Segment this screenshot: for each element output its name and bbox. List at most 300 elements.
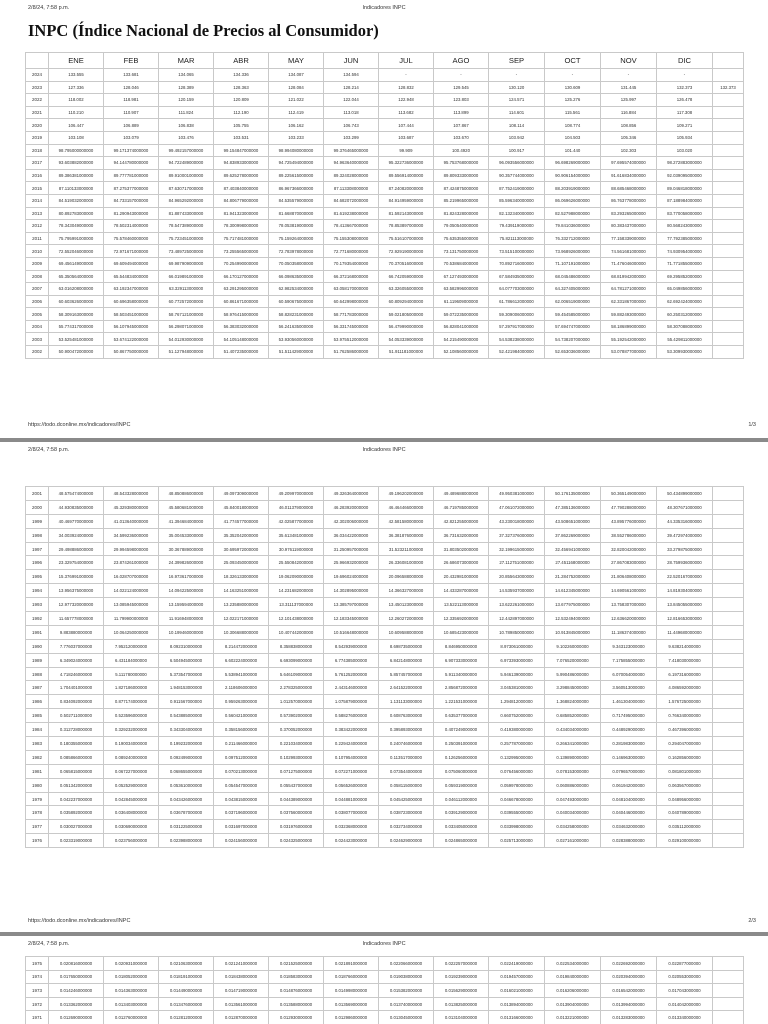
- value-cell: 75.717481000000: [214, 232, 269, 245]
- extra-cell: [713, 681, 744, 695]
- value-cell: 84.914959000000: [379, 194, 434, 207]
- year-cell: 1976: [26, 834, 49, 848]
- value-cell: 13.677975000000: [545, 598, 601, 612]
- value-cell: 111.824: [159, 106, 214, 119]
- value-cell: 37.327376000000: [489, 528, 545, 542]
- table-row: [26, 709, 744, 723]
- table-row: [26, 119, 744, 132]
- value-cell: 87.188984000000: [657, 194, 713, 207]
- value-cell: 53.525481000000: [49, 333, 104, 346]
- extra-cell: [713, 806, 744, 820]
- value-cell: 67.127493000000: [434, 270, 489, 283]
- value-cell: 27.112751000000: [489, 556, 545, 570]
- value-cell: 0.250391000000: [434, 737, 489, 751]
- value-cell: 103.476: [159, 131, 214, 144]
- value-cell: 8.846950000000: [434, 639, 489, 653]
- value-cell: 93.603882000000: [49, 157, 104, 170]
- extra-cell: [713, 207, 744, 220]
- value-cell: 0.079657000000: [601, 764, 657, 778]
- value-cell: 0.036787000000: [159, 806, 214, 820]
- value-cell: 0.042237000000: [49, 792, 104, 806]
- value-cell: 130.120: [489, 81, 545, 94]
- value-cell: 20.096588000000: [379, 570, 434, 584]
- table-row: [26, 750, 744, 764]
- value-cell: 89.556914000000: [379, 169, 434, 182]
- value-cell: 73.515100000000: [489, 245, 545, 258]
- value-cell: 12.022171000000: [214, 612, 269, 626]
- value-cell: 47.061072000000: [489, 500, 545, 514]
- extra-cell: [713, 487, 744, 501]
- value-cell: 0.635377000000: [434, 709, 489, 723]
- value-cell: 0.240746000000: [379, 737, 434, 751]
- value-cell: 1.368824000000: [545, 695, 601, 709]
- value-cell: 52.421984000000: [489, 346, 545, 359]
- value-cell: 99.909: [379, 144, 434, 157]
- value-cell: 35.004533000000: [159, 528, 214, 542]
- value-cell: 0.023319000000: [49, 834, 104, 848]
- value-cell: 2.278325000000: [269, 681, 324, 695]
- value-cell: 60.861671000000: [214, 295, 269, 308]
- year-cell: 1974: [26, 970, 49, 984]
- value-cell: 56.331745000000: [324, 320, 379, 333]
- value-cell: 54.053339000000: [379, 333, 434, 346]
- value-cell: 14.366327000000: [379, 584, 434, 598]
- print-timestamp: 2/8/24, 7:58 p.m.: [28, 5, 70, 11]
- value-cell: 103.233: [269, 131, 324, 144]
- value-cell: 10.407442000000: [269, 625, 324, 639]
- value-cell: 47.385136000000: [545, 500, 601, 514]
- value-cell: 0.013476000000: [159, 997, 214, 1011]
- extra-cell: [713, 220, 744, 233]
- extra-cell: [713, 764, 744, 778]
- value-cell: 0.132995000000: [489, 750, 545, 764]
- value-cell: 98.272883000000: [657, 157, 713, 170]
- value-cell: 21.806408000000: [601, 570, 657, 584]
- value-cell: 0.030690000000: [104, 820, 159, 834]
- value-cell: 13.235880000000: [214, 598, 269, 612]
- value-cell: 69.456149000000: [49, 257, 104, 270]
- value-cell: 0.022257000000: [434, 957, 489, 971]
- value-cell: 64.077703000000: [489, 283, 545, 296]
- value-cell: 51.762586000000: [324, 346, 379, 359]
- value-cell: 0.013045000000: [379, 1011, 434, 1024]
- value-cell: 105.934: [657, 131, 713, 144]
- table-row: [26, 556, 744, 570]
- value-cell: 12.101438000000: [269, 612, 324, 626]
- year-cell: 1994: [26, 584, 49, 598]
- value-cell: 104.503: [545, 131, 601, 144]
- value-cell: 67.584935000000: [489, 270, 545, 283]
- year-cell: 1978: [26, 806, 49, 820]
- value-cell: 63.192347000000: [104, 283, 159, 296]
- value-cell: 72.771680000000: [324, 245, 379, 258]
- value-cell: 130.609: [545, 81, 601, 94]
- value-cell: 42.025877000000: [269, 514, 324, 528]
- value-cell: 78.413667000000: [324, 220, 379, 233]
- value-cell: 90.906154000000: [545, 169, 601, 182]
- value-cell: 113.682: [379, 106, 434, 119]
- year-cell: 1975: [26, 957, 49, 971]
- value-cell: 37.862269000000: [545, 528, 601, 542]
- value-cell: 63.016208000000: [49, 283, 104, 296]
- value-cell: 128.363: [214, 81, 269, 94]
- value-cell: 96.093556000000: [489, 157, 545, 170]
- value-cell: 43.508651000000: [545, 514, 601, 528]
- year-cell: 2002: [26, 346, 49, 359]
- table-row: [26, 106, 744, 119]
- extra-cell: [713, 182, 744, 195]
- print-page-title: Indicadores INPC: [362, 941, 406, 947]
- value-cell: 9.102260000000: [545, 639, 601, 653]
- value-cell: 109.271: [657, 119, 713, 132]
- value-cell: 0.013403000000: [104, 997, 159, 1011]
- value-cell: 100.917: [489, 144, 545, 157]
- value-cell: 60.642998000000: [324, 295, 379, 308]
- table-row: [26, 957, 744, 971]
- value-cell: 62.331867000000: [601, 295, 657, 308]
- value-cell: 5.990486000000: [545, 667, 601, 681]
- value-cell: 54.105148000000: [214, 333, 269, 346]
- extra-cell: [713, 346, 744, 359]
- value-cell: 105.346: [601, 131, 657, 144]
- value-cell: 62.692424000000: [657, 295, 713, 308]
- value-cell: 63.058170000000: [324, 283, 379, 296]
- value-cell: 58.186899000000: [601, 320, 657, 333]
- value-cell: 0.097512000000: [214, 750, 269, 764]
- value-cell: 97.695574000000: [601, 157, 657, 170]
- value-cell: 1.704401000000: [49, 681, 104, 695]
- value-cell: 0.016021000000: [489, 984, 545, 998]
- value-cell: 0.020553000000: [657, 970, 713, 984]
- value-cell: 0.013588000000: [269, 997, 324, 1011]
- value-cell: 6.693099000000: [269, 653, 324, 667]
- value-cell: 78.300998000000: [214, 220, 269, 233]
- value-cell: 94.838933000000: [214, 157, 269, 170]
- value-cell: 0.014042000000: [657, 997, 713, 1011]
- value-cell: 13.845055000000: [657, 598, 713, 612]
- value-cell: 12.442897000000: [489, 612, 545, 626]
- value-cell: 25.550842000000: [269, 556, 324, 570]
- table-row: [26, 667, 744, 681]
- value-cell: 34.003924000000: [49, 528, 104, 542]
- value-cell: 88.203919000000: [545, 182, 601, 195]
- value-cell: 107.444: [379, 119, 434, 132]
- value-cell: 0.013561000000: [214, 997, 269, 1011]
- value-cell: 0.022419000000: [489, 957, 545, 971]
- value-cell: 120.809: [214, 94, 269, 107]
- value-cell: 14.231682000000: [269, 584, 324, 598]
- value-cell: 0.031225000000: [159, 820, 214, 834]
- value-cell: 14.535937000000: [489, 584, 545, 598]
- value-cell: 106.838: [159, 119, 214, 132]
- value-cell: 0.717495000000: [601, 709, 657, 723]
- value-cell: 84.965292000000: [159, 194, 214, 207]
- value-cell: 0.959263000000: [214, 695, 269, 709]
- table-row: [26, 681, 744, 695]
- value-cell: 0.035892000000: [49, 806, 104, 820]
- value-cell: 43.230018000000: [489, 514, 545, 528]
- value-cell: 91.616834000000: [601, 169, 657, 182]
- extra-cell: [713, 320, 744, 333]
- table-row: [26, 232, 744, 245]
- extra-cell: [713, 737, 744, 751]
- table-row: [26, 792, 744, 806]
- value-cell: 94.722489000000: [159, 157, 214, 170]
- value-cell: 12.183345000000: [324, 612, 379, 626]
- value-cell: 118.002: [49, 94, 104, 107]
- value-cell: 0.035112000000: [657, 820, 713, 834]
- value-cell: 49.209970000000: [269, 487, 324, 501]
- value-cell: 69.609494000000: [104, 257, 159, 270]
- value-cell: 49.326364000000: [324, 487, 379, 501]
- extra-cell: [713, 709, 744, 723]
- extra-cell: [713, 639, 744, 653]
- value-cell: 8.973061000000: [489, 639, 545, 653]
- value-cell: 0.075060000000: [434, 764, 489, 778]
- value-cell: 59.882493000000: [601, 308, 657, 321]
- value-cell: 50.434899000000: [657, 487, 713, 501]
- value-cell: 0.040789000000: [657, 806, 713, 820]
- value-cell: 5.538941000000: [214, 667, 269, 681]
- value-cell: 87.113308000000: [324, 182, 379, 195]
- value-cell: 57.297917000000: [489, 320, 545, 333]
- value-cell: 11.657778000000: [49, 612, 104, 626]
- value-cell: 114.601: [489, 106, 545, 119]
- value-cell: 59.072235000000: [434, 308, 489, 321]
- value-cell: 58.828231000000: [269, 308, 324, 321]
- value-cell: 6.842148000000: [379, 653, 434, 667]
- year-cell: 2005: [26, 308, 49, 321]
- value-cell: 83.770058000000: [657, 207, 713, 220]
- value-cell: 50.900472000000: [49, 346, 104, 359]
- value-cell: 1.075879000000: [324, 695, 379, 709]
- value-cell: 0.040034000000: [545, 806, 601, 820]
- extra-cell: [713, 723, 744, 737]
- value-cell: 0.014246000000: [49, 984, 104, 998]
- value-cell: 66.098635000000: [269, 270, 324, 283]
- extra-cell: [713, 69, 744, 82]
- year-cell: 2024: [26, 69, 49, 82]
- value-cell: 105.755: [214, 119, 269, 132]
- month-header: OCT: [545, 53, 601, 69]
- extra-cell: [713, 957, 744, 971]
- value-cell: 0.044881000000: [324, 792, 379, 806]
- year-cell: 2015: [26, 182, 49, 195]
- value-cell: 0.020816000000: [49, 957, 104, 971]
- page-header: [0, 442, 768, 454]
- value-cell: 127.336: [49, 81, 104, 94]
- value-cell: 0.053610000000: [159, 778, 214, 792]
- value-cell: 65.544834000000: [104, 270, 159, 283]
- inpc-table-2: [25, 486, 744, 848]
- value-cell: 7.952120000000: [104, 639, 159, 653]
- value-cell: 0.073544000000: [379, 764, 434, 778]
- value-cell: 0.573902000000: [269, 709, 324, 723]
- extra-cell: [713, 131, 744, 144]
- value-cell: 80.568243000000: [657, 220, 713, 233]
- year-cell: 1998: [26, 528, 49, 542]
- page-header: [0, 0, 768, 12]
- value-cell: 0.312728000000: [49, 723, 104, 737]
- value-cell: 46.283920000000: [324, 500, 379, 514]
- value-cell: 29.498886000000: [49, 542, 104, 556]
- year-cell: 2008: [26, 270, 49, 283]
- value-cell: 0.070213000000: [214, 764, 269, 778]
- table-row: [26, 169, 744, 182]
- value-cell: 1.012570000000: [269, 695, 324, 709]
- value-cell: 134.087: [269, 69, 324, 82]
- value-cell: 56.828041000000: [434, 320, 489, 333]
- value-cell: 7.776037000000: [49, 639, 104, 653]
- value-cell: 0.560421000000: [214, 709, 269, 723]
- table-row: [26, 308, 744, 321]
- value-cell: 60.590675000000: [269, 295, 324, 308]
- value-cell: 59.309006000000: [489, 308, 545, 321]
- table-row: [26, 820, 744, 834]
- value-cell: 16.973617000000: [159, 570, 214, 584]
- value-cell: 43.895776000000: [601, 514, 657, 528]
- extra-cell: [713, 695, 744, 709]
- value-cell: 0.448929000000: [601, 723, 657, 737]
- value-cell: 6.070054000000: [601, 667, 657, 681]
- value-cell: 0.021063000000: [159, 957, 214, 971]
- value-cell: 36.034422000000: [324, 528, 379, 542]
- value-cell: 0.025713000000: [489, 834, 545, 848]
- value-cell: 41.774577000000: [214, 514, 269, 528]
- value-cell: 87.630717000000: [159, 182, 214, 195]
- table-row: [26, 157, 744, 170]
- value-cell: 0.034258000000: [545, 820, 601, 834]
- value-cell: 13.311137000000: [269, 598, 324, 612]
- value-cell: 0.107954000000: [324, 750, 379, 764]
- value-cell: 75.635355000000: [434, 232, 489, 245]
- year-cell: 1991: [26, 625, 49, 639]
- table-row: [26, 778, 744, 792]
- year-cell: 2001: [26, 487, 49, 501]
- value-cell: 71.476046000000: [601, 257, 657, 270]
- value-cell: 63.326055000000: [379, 283, 434, 296]
- value-cell: 0.018052000000: [104, 970, 159, 984]
- value-cell: 106.743: [324, 119, 379, 132]
- value-cell: 53.309930000000: [657, 346, 713, 359]
- value-cell: 103.942: [489, 131, 545, 144]
- value-cell: 0.016206000000: [545, 984, 601, 998]
- value-cell: 84.682072000000: [324, 194, 379, 207]
- value-cell: 63.291295000000: [214, 283, 269, 296]
- value-cell: 0.021891000000: [324, 957, 379, 971]
- value-cell: 13.522113000000: [434, 598, 489, 612]
- value-cell: 128.832: [379, 81, 434, 94]
- year-cell: 2017: [26, 157, 49, 170]
- value-cell: 14.302895000000: [324, 584, 379, 598]
- value-cell: 20.432981000000: [434, 570, 489, 584]
- value-cell: 0.028388000000: [601, 834, 657, 848]
- extra-cell: [713, 528, 744, 542]
- value-cell: 46.011379000000: [269, 500, 324, 514]
- value-cell: 0.266341000000: [545, 737, 601, 751]
- value-cell: 99.376465000000: [324, 144, 379, 157]
- year-cell: 1987: [26, 681, 49, 695]
- value-cell: 81.619238000000: [324, 207, 379, 220]
- value-cell: 106.889: [104, 119, 159, 132]
- value-cell: 8.092310000000: [159, 639, 214, 653]
- value-cell: 69.295852000000: [657, 270, 713, 283]
- value-cell: 77.792385000000: [657, 232, 713, 245]
- table-row: [26, 514, 744, 528]
- value-cell: 68.045486000000: [545, 270, 601, 283]
- table-row: [26, 1011, 744, 1024]
- value-cell: 12.335692000000: [434, 612, 489, 626]
- extra-cell: [713, 169, 744, 182]
- value-cell: 10.199460000000: [159, 625, 214, 639]
- value-cell: 4.086592000000: [657, 681, 713, 695]
- value-cell: 58.307088000000: [657, 320, 713, 333]
- value-cell: 54.215490000000: [434, 333, 489, 346]
- value-cell: 69.987909000000: [159, 257, 214, 270]
- value-cell: 89.386381000000: [49, 169, 104, 182]
- value-cell: 62.982534000000: [269, 283, 324, 296]
- value-cell: 58.309163000000: [49, 308, 104, 321]
- year-cell: 1977: [26, 820, 49, 834]
- table-row: [26, 194, 744, 207]
- value-cell: 22.520167000000: [657, 570, 713, 584]
- table-row: [26, 283, 744, 296]
- value-cell: 89.625278000000: [214, 169, 269, 182]
- value-cell: 0.013569000000: [324, 997, 379, 1011]
- value-cell: 72.929190000000: [379, 245, 434, 258]
- value-cell: 0.294047000000: [657, 737, 713, 751]
- year-cell: 2011: [26, 232, 49, 245]
- value-cell: 108.114: [489, 119, 545, 132]
- value-cell: 0.013362000000: [49, 997, 104, 1011]
- value-cell: 113.899: [434, 106, 489, 119]
- year-cell: 1984: [26, 723, 49, 737]
- table-row: [26, 245, 744, 258]
- value-cell: 53.078877000000: [601, 346, 657, 359]
- value-cell: 70.179354000000: [324, 257, 379, 270]
- value-cell: 54.738207000000: [545, 333, 601, 346]
- value-cell: 35.613481000000: [269, 528, 324, 542]
- value-cell: 99.171374000000: [104, 144, 159, 157]
- value-cell: 0.019457000000: [489, 970, 545, 984]
- value-cell: 1.948153000000: [159, 681, 214, 695]
- value-cell: 5.761252000000: [324, 667, 379, 681]
- value-cell: 5.911340000000: [434, 667, 489, 681]
- extra-cell: [713, 542, 744, 556]
- value-cell: 0.013894000000: [489, 997, 545, 1011]
- value-cell: 0.016542000000: [601, 984, 657, 998]
- table-row: [26, 320, 744, 333]
- value-cell: 81.290943000000: [104, 207, 159, 220]
- value-cell: 0.024325000000: [269, 834, 324, 848]
- value-cell: 13.956375000000: [49, 584, 104, 598]
- value-cell: 0.033405000000: [434, 820, 489, 834]
- value-cell: 0.034632000000: [601, 820, 657, 834]
- value-cell: 0.211466000000: [214, 737, 269, 751]
- print-page-title: Indicadores INPC: [362, 447, 406, 453]
- value-cell: 125.997: [601, 94, 657, 107]
- extra-cell: [713, 119, 744, 132]
- value-cell: 49.097309000000: [214, 487, 269, 501]
- value-cell: 53.930560000000: [269, 333, 324, 346]
- value-cell: 95.322736000000: [379, 157, 434, 170]
- value-cell: 50.365149000000: [601, 487, 657, 501]
- page-number: 1/3: [748, 422, 756, 428]
- value-cell: 45.329380000000: [104, 500, 159, 514]
- extra-cell: [713, 792, 744, 806]
- value-cell: 31.523211000000: [379, 542, 434, 556]
- value-cell: 95.753768000000: [434, 157, 489, 170]
